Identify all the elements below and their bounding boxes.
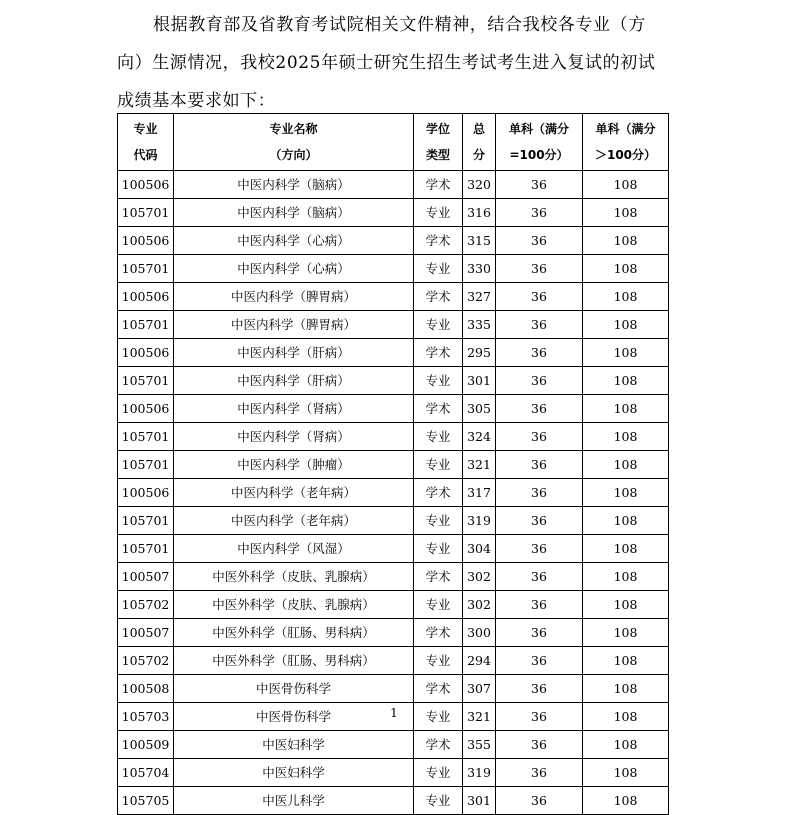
major-name-cell: 中医外科学（皮肤、乳腺病） <box>174 563 414 591</box>
total-score-cell: 295 <box>463 339 496 367</box>
single-100-cell: 36 <box>496 675 583 703</box>
header-degree-type <box>414 114 463 171</box>
degree-type-cell: 学术 <box>414 619 463 647</box>
total-score-cell: 317 <box>463 479 496 507</box>
degree-type-cell: 专业 <box>414 199 463 227</box>
table-row <box>118 171 669 199</box>
single-over100-cell: 108 <box>583 311 669 339</box>
single-over100-cell: 108 <box>583 171 669 199</box>
table-row <box>118 283 669 311</box>
degree-type-cell: 专业 <box>414 311 463 339</box>
table-row <box>118 199 669 227</box>
header-single-over100 <box>583 114 669 171</box>
single-over100-cell: 108 <box>583 731 669 759</box>
single-100-cell: 36 <box>496 339 583 367</box>
major-code-cell: 100506 <box>118 339 174 367</box>
degree-type-cell: 学术 <box>414 563 463 591</box>
degree-type-cell: 专业 <box>414 255 463 283</box>
major-name-cell: 中医内科学（老年病） <box>174 507 414 535</box>
table-row <box>118 647 669 675</box>
table-row <box>118 227 669 255</box>
table-row <box>118 563 669 591</box>
major-name-cell: 中医内科学（脾胃病） <box>174 283 414 311</box>
major-name-cell: 中医妇科学 <box>174 759 414 787</box>
single-100-cell: 36 <box>496 451 583 479</box>
single-over100-cell: 108 <box>583 507 669 535</box>
header-single-100 <box>496 114 583 171</box>
major-code-cell: 105703 <box>118 703 174 731</box>
major-name-cell: 中医妇科学 <box>174 731 414 759</box>
degree-type-cell: 学术 <box>414 171 463 199</box>
table-row <box>118 787 669 815</box>
major-name-cell: 中医内科学（脾胃病） <box>174 311 414 339</box>
major-name-cell: 中医外科学（皮肤、乳腺病） <box>174 591 414 619</box>
header-line: 单科（满分 <box>595 122 656 136</box>
header-line: 专业 <box>133 122 158 136</box>
single-100-cell: 36 <box>496 591 583 619</box>
header-line: 分 <box>472 148 485 162</box>
degree-type-cell: 学术 <box>414 339 463 367</box>
header-line: =100分） <box>509 148 569 162</box>
major-name-cell: 中医内科学（心病） <box>174 255 414 283</box>
degree-type-cell: 专业 <box>414 759 463 787</box>
major-code-cell: 100506 <box>118 395 174 423</box>
total-score-cell: 327 <box>463 283 496 311</box>
header-line: 学位 <box>425 122 450 136</box>
single-100-cell: 36 <box>496 535 583 563</box>
total-score-cell: 300 <box>463 619 496 647</box>
header-line: 总 <box>472 122 485 136</box>
major-code-cell: 105701 <box>118 535 174 563</box>
single-over100-cell: 108 <box>583 227 669 255</box>
single-100-cell: 36 <box>496 283 583 311</box>
single-over100-cell: 108 <box>583 255 669 283</box>
major-code-cell: 100507 <box>118 563 174 591</box>
major-name-cell: 中医内科学（风湿） <box>174 535 414 563</box>
table-row <box>118 367 669 395</box>
total-score-cell: 319 <box>463 759 496 787</box>
total-score-cell: 355 <box>463 731 496 759</box>
major-name-cell: 中医内科学（肿瘤） <box>174 451 414 479</box>
table-row <box>118 535 669 563</box>
major-code-cell: 105705 <box>118 787 174 815</box>
degree-type-cell: 学术 <box>414 675 463 703</box>
total-score-cell: 294 <box>463 647 496 675</box>
table-row <box>118 451 669 479</box>
single-100-cell: 36 <box>496 619 583 647</box>
total-score-cell: 321 <box>463 703 496 731</box>
header-major-name <box>174 114 414 171</box>
total-score-cell: 304 <box>463 535 496 563</box>
table-row <box>118 479 669 507</box>
total-score-cell: 324 <box>463 423 496 451</box>
major-name-cell: 中医儿科学 <box>174 787 414 815</box>
degree-type-cell: 学术 <box>414 479 463 507</box>
major-code-cell: 100506 <box>118 171 174 199</box>
table-row <box>118 423 669 451</box>
single-100-cell: 36 <box>496 311 583 339</box>
major-code-cell: 105701 <box>118 199 174 227</box>
single-100-cell: 36 <box>496 507 583 535</box>
major-name-cell: 中医骨伤科学 <box>174 703 414 731</box>
single-over100-cell: 108 <box>583 619 669 647</box>
total-score-cell: 302 <box>463 591 496 619</box>
major-code-cell: 100506 <box>118 283 174 311</box>
major-code-cell: 105702 <box>118 647 174 675</box>
single-over100-cell: 108 <box>583 451 669 479</box>
total-score-cell: 321 <box>463 451 496 479</box>
major-code-cell: 100506 <box>118 479 174 507</box>
header-line: 代码 <box>133 148 158 162</box>
single-over100-cell: 108 <box>583 647 669 675</box>
major-code-cell: 100507 <box>118 619 174 647</box>
single-over100-cell: 108 <box>583 535 669 563</box>
major-code-cell: 105701 <box>118 255 174 283</box>
major-name-cell: 中医内科学（心病） <box>174 227 414 255</box>
table-row <box>118 591 669 619</box>
major-code-cell: 105704 <box>118 759 174 787</box>
major-code-cell: 105701 <box>118 367 174 395</box>
major-code-cell: 100508 <box>118 675 174 703</box>
total-score-cell: 319 <box>463 507 496 535</box>
table-row <box>118 759 669 787</box>
header-major-code <box>118 114 174 171</box>
total-score-cell: 301 <box>463 367 496 395</box>
degree-type-cell: 专业 <box>414 591 463 619</box>
major-code-cell: 100506 <box>118 227 174 255</box>
single-over100-cell: 108 <box>583 703 669 731</box>
total-score-cell: 320 <box>463 171 496 199</box>
degree-type-cell: 专业 <box>414 787 463 815</box>
table-row <box>118 339 669 367</box>
table-row <box>118 731 669 759</box>
header-line: ＞100分） <box>594 148 657 162</box>
single-100-cell: 36 <box>496 731 583 759</box>
major-name-cell: 中医内科学（肾病） <box>174 423 414 451</box>
header-line: 单科（满分 <box>508 122 569 136</box>
intro-text: 根据教育部及省教育考试院相关文件精神，结合我校各专业（方向）生源情况，我校2025年硕士研究生招生考试考生进入复试的初试成绩基本要求如下： <box>117 15 656 111</box>
single-over100-cell: 108 <box>583 591 669 619</box>
major-code-cell: 105701 <box>118 423 174 451</box>
degree-type-cell: 学术 <box>414 731 463 759</box>
degree-type-cell: 专业 <box>414 367 463 395</box>
major-name-cell: 中医内科学（脑病） <box>174 199 414 227</box>
single-100-cell: 36 <box>496 703 583 731</box>
table-row <box>118 675 669 703</box>
degree-type-cell: 专业 <box>414 647 463 675</box>
single-100-cell: 36 <box>496 787 583 815</box>
header-line: （方向） <box>269 148 318 162</box>
major-code-cell: 105701 <box>118 451 174 479</box>
table-row <box>118 395 669 423</box>
header-line: 专业名称 <box>269 122 318 136</box>
degree-type-cell: 专业 <box>414 451 463 479</box>
table-header-row <box>118 114 669 171</box>
single-over100-cell: 108 <box>583 563 669 591</box>
page-number: 1 <box>390 706 398 720</box>
degree-type-cell: 专业 <box>414 507 463 535</box>
total-score-cell: 305 <box>463 395 496 423</box>
single-over100-cell: 108 <box>583 479 669 507</box>
degree-type-cell: 学术 <box>414 395 463 423</box>
major-name-cell: 中医外科学（肛肠、男科病） <box>174 619 414 647</box>
major-code-cell: 105701 <box>118 507 174 535</box>
total-score-cell: 330 <box>463 255 496 283</box>
total-score-cell: 307 <box>463 675 496 703</box>
degree-type-cell: 学术 <box>414 283 463 311</box>
degree-type-cell: 专业 <box>414 535 463 563</box>
single-over100-cell: 108 <box>583 675 669 703</box>
header-total-score <box>463 114 496 171</box>
single-100-cell: 36 <box>496 255 583 283</box>
intro-paragraph <box>117 6 672 120</box>
single-over100-cell: 108 <box>583 787 669 815</box>
table-row <box>118 311 669 339</box>
single-100-cell: 36 <box>496 759 583 787</box>
single-100-cell: 36 <box>496 171 583 199</box>
single-100-cell: 36 <box>496 199 583 227</box>
major-name-cell: 中医内科学（脑病） <box>174 171 414 199</box>
total-score-cell: 301 <box>463 787 496 815</box>
header-line: 类型 <box>425 148 450 162</box>
degree-type-cell: 专业 <box>414 423 463 451</box>
single-100-cell: 36 <box>496 367 583 395</box>
major-name-cell: 中医外科学（肛肠、男科病） <box>174 647 414 675</box>
total-score-cell: 302 <box>463 563 496 591</box>
single-100-cell: 36 <box>496 647 583 675</box>
major-code-cell: 105702 <box>118 591 174 619</box>
single-over100-cell: 108 <box>583 423 669 451</box>
table-row <box>118 507 669 535</box>
major-name-cell: 中医内科学（肾病） <box>174 395 414 423</box>
major-name-cell: 中医内科学（肝病） <box>174 367 414 395</box>
single-100-cell: 36 <box>496 423 583 451</box>
single-over100-cell: 108 <box>583 759 669 787</box>
total-score-cell: 316 <box>463 199 496 227</box>
major-code-cell: 105701 <box>118 311 174 339</box>
major-name-cell: 中医内科学（老年病） <box>174 479 414 507</box>
single-over100-cell: 108 <box>583 199 669 227</box>
total-score-cell: 335 <box>463 311 496 339</box>
major-name-cell: 中医骨伤科学 <box>174 675 414 703</box>
single-100-cell: 36 <box>496 479 583 507</box>
table-row <box>118 619 669 647</box>
total-score-cell: 315 <box>463 227 496 255</box>
single-over100-cell: 108 <box>583 283 669 311</box>
single-100-cell: 36 <box>496 563 583 591</box>
single-100-cell: 36 <box>496 395 583 423</box>
major-name-cell: 中医内科学（肝病） <box>174 339 414 367</box>
degree-type-cell: 专业 <box>414 703 463 731</box>
degree-type-cell: 学术 <box>414 227 463 255</box>
single-over100-cell: 108 <box>583 339 669 367</box>
table-row <box>118 255 669 283</box>
single-over100-cell: 108 <box>583 367 669 395</box>
single-over100-cell: 108 <box>583 395 669 423</box>
major-code-cell: 100509 <box>118 731 174 759</box>
single-100-cell: 36 <box>496 227 583 255</box>
